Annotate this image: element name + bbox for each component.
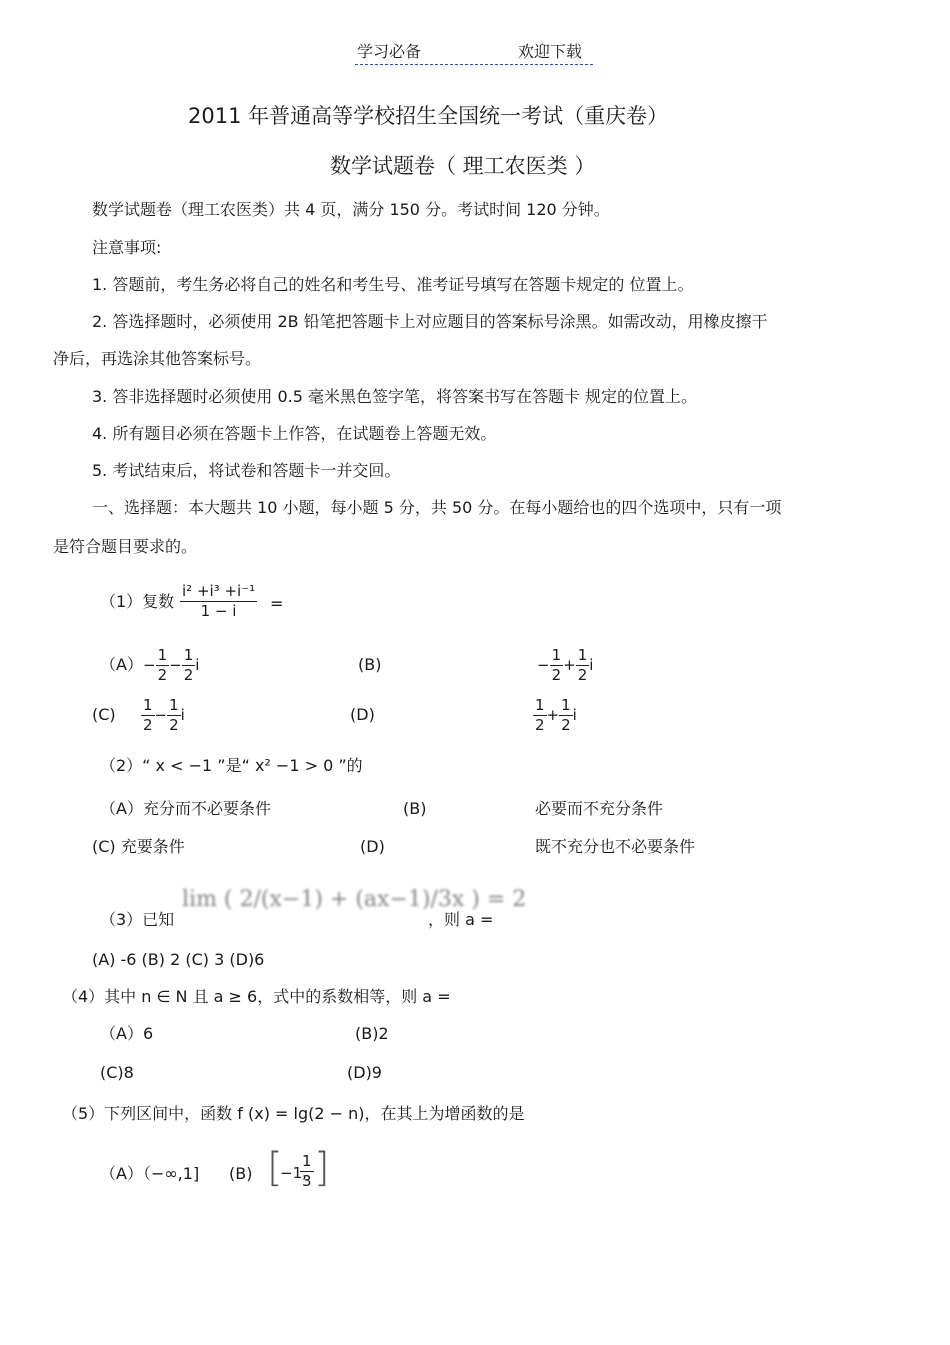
q1-numerator: i² +i³ +i⁻¹: [182, 582, 256, 600]
q1-d-label: (D): [350, 705, 375, 724]
note-4: 4. 所有题目必须在答题卡上作答，在试题卷上答题无效。: [92, 424, 497, 443]
q5-stem: （5）下列区间中，函数 f (x) = lg(2 − n)，在其上为增函数的是: [62, 1104, 525, 1123]
q5-b-label: (B): [229, 1164, 253, 1183]
section1-line2: 是符合题目要求的。: [53, 537, 198, 556]
q3-limit-formula-image: lim ( 2/(x−1) + (ax−1)/3x ) = 2: [182, 887, 527, 912]
q1-d-expr: $\frac{1}{2}$ + $\frac{1}{2}$ i: [535, 696, 577, 734]
q3-options: (A) -6 (B) 2 (C) 3 (D)6: [92, 950, 265, 969]
q1-equals: =: [270, 594, 284, 613]
q2-option-b: 必要而不充分条件: [535, 799, 664, 818]
q1-fraction: [180, 582, 257, 621]
q1-prefix: （1）复数: [100, 592, 175, 611]
q4-option-b: (B)2: [355, 1024, 389, 1043]
q1-c-label: (C): [92, 705, 116, 724]
q1-denominator: 1 − i: [200, 601, 237, 620]
header-divider: [355, 64, 593, 65]
q4-option-d: (D)9: [347, 1063, 382, 1082]
q2-b-label: (B): [403, 799, 427, 818]
note-2-line1: 2. 答选择题时，必须使用 2B 铅笔把答题卡上对应题目的答案标号涂黑。如需改动，用橡皮擦干: [92, 312, 768, 331]
q3-suffix: ，则 a =: [428, 910, 494, 929]
exam-subtitle: 数学试题卷（ 理工农医类 ）: [330, 154, 596, 178]
q5-option-a: （A）（−∞,1]: [100, 1164, 200, 1183]
q4-option-a: （A）6: [100, 1024, 154, 1043]
q3-prefix: （3）已知: [100, 910, 175, 929]
q1-a-expr: − $\frac{1}{2}$ − $\frac{1}{2}$ i: [143, 646, 200, 684]
exam-title: 2011 年普通高等学校招生全国统一考试（重庆卷）: [188, 104, 669, 128]
note-2-line2: 净后，再选涂其他答案标号。: [53, 349, 262, 368]
q1-a-label: （A）: [100, 655, 143, 674]
q4-stem: （4）其中 n ∈ N 且 a ≥ 6，式中的系数相等，则 a =: [62, 987, 451, 1006]
q1-c-expr: $\frac{1}{2}$ − $\frac{1}{2}$ i: [143, 696, 185, 734]
notes-heading: 注意事项:: [92, 238, 162, 257]
q2-d-label: (D): [360, 837, 385, 856]
q1-b-label: (B): [358, 655, 382, 674]
q4-option-c: (C)8: [100, 1063, 134, 1082]
section1-line1: 一、选择题：本大题共 10 小题，每小题 5 分，共 50 分。在每小题给也的四个选项中，只有一项: [92, 498, 782, 517]
note-1: 1. 答题前，考生务必将自己的姓名和考生号、准考证号填写在答题卡规定的 位置上。: [92, 275, 694, 294]
header-right: 欢迎下载: [518, 42, 583, 61]
q1-b-expr: − $\frac{1}{2}$ + $\frac{1}{2}$ i: [537, 646, 594, 684]
q2-option-d: 既不充分也不必要条件: [535, 837, 696, 856]
q2-option-a: （A）充分而不必要条件: [100, 799, 271, 818]
note-3: 3. 答非选择题时必须使用 0.5 毫米黑色签字笔，将答案书写在答题卡 规定的位置上。: [92, 387, 698, 406]
header-left: 学习必备: [357, 42, 422, 61]
q2-stem: （2）“ x < −1 ”是“ x² −1 > 0 ”的: [100, 756, 363, 775]
note-5: 5. 考试结束后，将试卷和答题卡一并交回。: [92, 461, 401, 480]
q2-option-c: (C) 充要条件: [92, 837, 185, 856]
intro-text: 数学试题卷（理工农医类）共 4 页，满分 150 分。考试时间 120 分钟。: [92, 200, 610, 219]
